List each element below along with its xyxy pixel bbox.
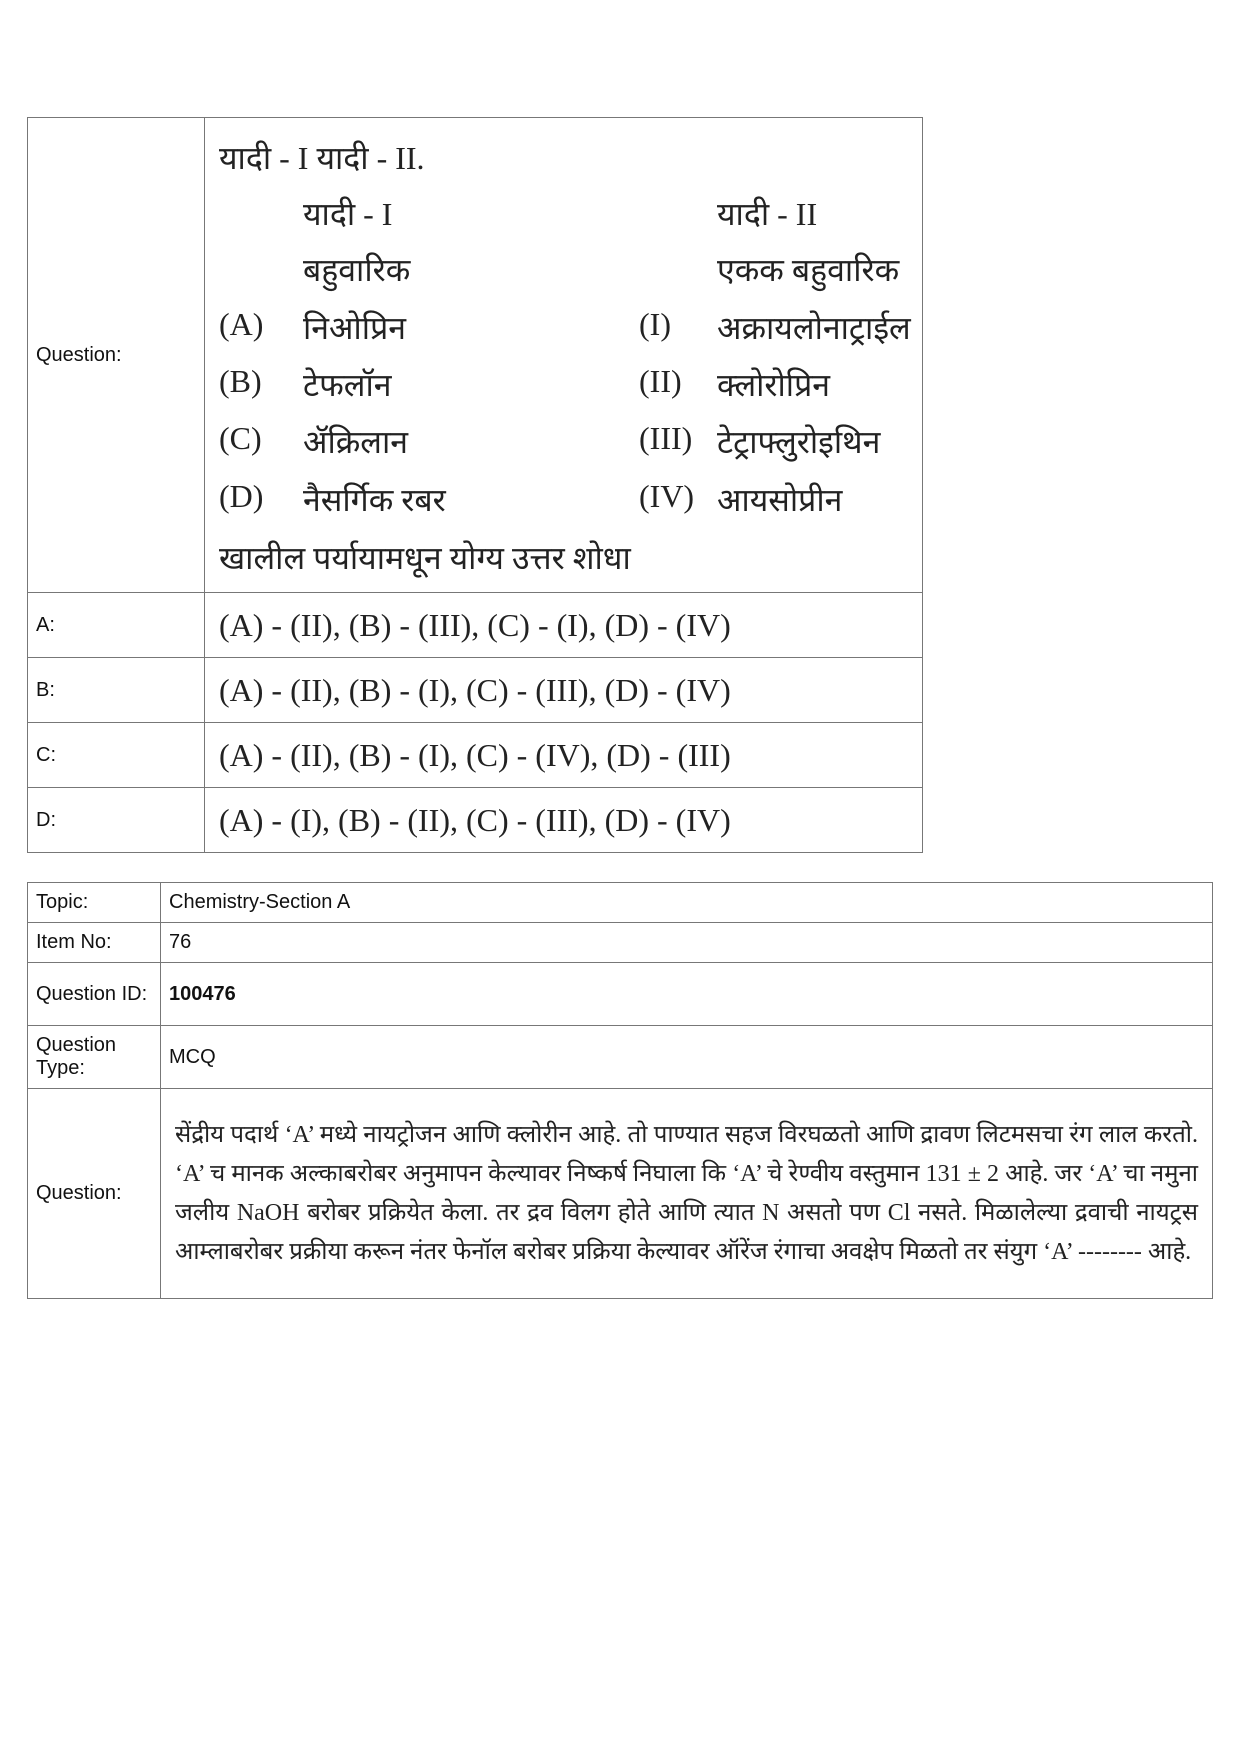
question-id-value: 100476 xyxy=(161,963,1213,1026)
question-meta-table xyxy=(27,882,1213,1299)
option-c-text: (A) - (II), (B) - (I), (C) - (IV), (D) - (III) xyxy=(205,723,923,788)
row-d-key: (D) xyxy=(219,478,264,514)
question-table xyxy=(27,117,923,853)
option-d-label: D: xyxy=(28,788,205,853)
option-a-label: A: xyxy=(28,593,205,658)
row-d-value: नैसर्गिक रबर xyxy=(303,482,446,518)
topic-label: Topic: xyxy=(28,883,161,923)
option-c-label: C: xyxy=(28,723,205,788)
matrix-header-line: यादी - I यादी - II. xyxy=(219,140,425,176)
row-i-value: अक्रायलोनाट्राईल xyxy=(717,310,911,346)
question-type-label: Question Type: xyxy=(28,1026,161,1089)
question-label: Question: xyxy=(28,118,205,593)
instruction-text: खालील पर्यायामधून योग्य उत्तर शोधा xyxy=(219,540,631,576)
row-b-value: टेफलॉन xyxy=(303,367,392,403)
option-b-text: (A) - (II), (B) - (I), (C) - (III), (D) - (IV) xyxy=(205,658,923,723)
row-iv-key: (IV) xyxy=(639,478,695,514)
question-content xyxy=(205,118,923,593)
question-2-text: सेंद्रीय पदार्थ ‘A’ मध्ये नायट्रोजन आणि क्लोरीन आहे. तो पाण्यात सहज विरघळतो आणि द्रावण लिटमसचा रंग लाल करतो. ‘A’ च मानक अल्काबरोबर अनुमापन केल्यावर निष्कर्ष निघाला कि ‘A’ चे रेण्वीय वस्तुमान 131 ± 2 आहे. जर ‘A’ चा नमुना जलीय NaOH बरोबर प्रक्रियेत केला. तर द्रव विलग होते आणि त्यात N असतो पण Cl नसते. मिळालेल्या द्रवाची नायट्रस आम्लाबरोबर प्रक्रीया करून नंतर फेनॉल बरोबर प्रक्रिया केल्यावर ऑरेंज रंगाचा अवक्षेप मिळतो तर संयुग ‘A’ -------- आहे. xyxy=(161,1089,1213,1299)
row-a-key: (A) xyxy=(219,306,264,342)
option-a-text: (A) - (II), (B) - (III), (C) - (I), (D) - (IV) xyxy=(205,593,923,658)
row-a-value: निओप्रिन xyxy=(303,310,407,346)
match-matrix xyxy=(205,118,922,592)
option-d-text: (A) - (I), (B) - (II), (C) - (III), (D) - (IV) xyxy=(205,788,923,853)
question-id-label: Question ID: xyxy=(28,963,161,1026)
item-number-value: 76 xyxy=(161,923,1213,963)
question-2-label: Question: xyxy=(28,1089,161,1299)
list1-heading: यादी - I xyxy=(303,196,393,232)
list2-heading: यादी - II xyxy=(717,196,818,232)
row-b-key: (B) xyxy=(219,363,262,399)
row-iv-value: आयसोप्रीन xyxy=(717,482,843,518)
topic-value: Chemistry-Section A xyxy=(161,883,1213,923)
row-iii-value: टेट्राफ्लुरोइथिन xyxy=(717,424,881,460)
item-number-label: Item No: xyxy=(28,923,161,963)
row-iii-key: (III) xyxy=(639,420,693,456)
row-i-key: (I) xyxy=(639,306,671,342)
row-c-value: ॲक्रिलान xyxy=(303,424,409,460)
row-ii-key: (II) xyxy=(639,363,682,399)
question-type-value: MCQ xyxy=(161,1026,1213,1089)
list2-subheading: एकक बहुवारिक xyxy=(717,252,900,288)
row-c-key: (C) xyxy=(219,420,262,456)
option-b-label: B: xyxy=(28,658,205,723)
row-ii-value: क्लोरोप्रिन xyxy=(717,367,831,403)
list1-subheading: बहुवारिक xyxy=(303,252,411,288)
